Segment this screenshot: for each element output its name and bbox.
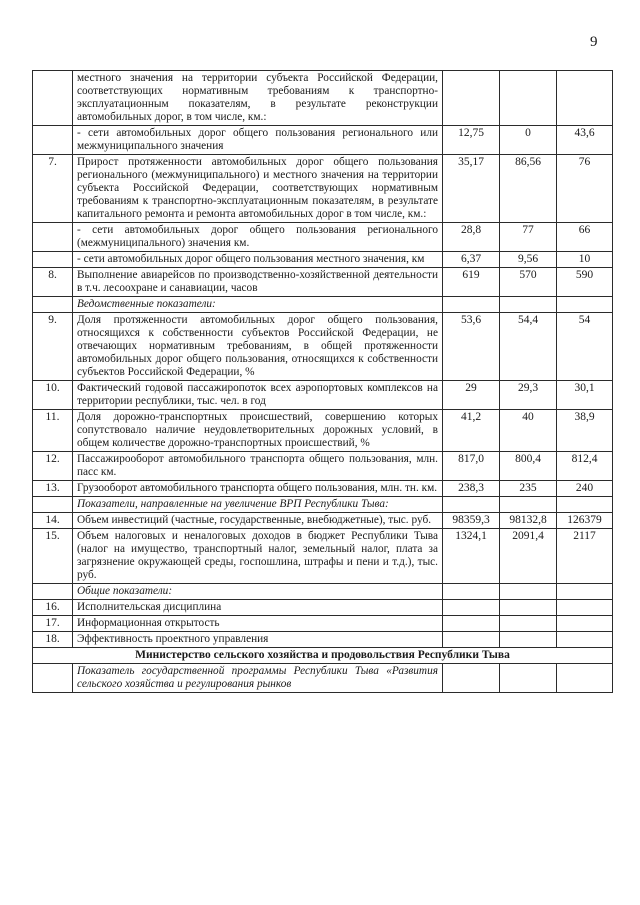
value-year-2 — [500, 616, 557, 632]
value-year-3 — [557, 600, 613, 616]
page-number: 9 — [590, 34, 598, 50]
value-year-3: 54 — [557, 313, 613, 381]
value-year-3: 240 — [557, 481, 613, 497]
table-row — [33, 632, 613, 648]
value-year-1: 41,2 — [443, 410, 500, 452]
table-row — [33, 381, 613, 410]
value-year-3: 76 — [557, 155, 613, 223]
value-year-3 — [557, 616, 613, 632]
value-year-3: 812,4 — [557, 452, 613, 481]
row-number: 7. — [33, 155, 73, 223]
table-row — [33, 297, 613, 313]
value-year-1: 619 — [443, 268, 500, 297]
table-row — [33, 126, 613, 155]
value-year-1 — [443, 616, 500, 632]
table-row — [33, 481, 613, 497]
table-row — [33, 252, 613, 268]
value-year-2: 54,4 — [500, 313, 557, 381]
value-year-1 — [443, 497, 500, 513]
value-year-3: 66 — [557, 223, 613, 252]
row-number — [33, 126, 73, 155]
value-year-2: 77 — [500, 223, 557, 252]
indicator-description: Ведомственные показатели: — [73, 297, 443, 313]
value-year-2: 2091,4 — [500, 529, 557, 584]
value-year-2: 570 — [500, 268, 557, 297]
table-row — [33, 616, 613, 632]
row-number — [33, 584, 73, 600]
indicator-description: Эффективность проектного управления — [73, 632, 443, 648]
value-year-2 — [500, 600, 557, 616]
value-year-1 — [443, 600, 500, 616]
table-row — [33, 223, 613, 252]
row-number: 12. — [33, 452, 73, 481]
indicator-description: Грузооборот автомобильного транспорта общего пользования, млн. тн. км. — [73, 481, 443, 497]
value-year-2: 29,3 — [500, 381, 557, 410]
ministry-title: Министерство сельского хозяйства и продовольствия Республики Тыва — [33, 648, 613, 664]
value-year-2: 40 — [500, 410, 557, 452]
value-year-2 — [500, 71, 557, 126]
value-year-1: 1324,1 — [443, 529, 500, 584]
value-year-1 — [443, 584, 500, 600]
value-year-2 — [500, 297, 557, 313]
indicator-description: Показатель государственной программы Республики Тыва «Развития сельского хозяйства и регулирования рынков — [73, 664, 443, 693]
indicator-description: Исполнительская дисциплина — [73, 600, 443, 616]
row-number: 13. — [33, 481, 73, 497]
value-year-3 — [557, 584, 613, 600]
value-year-3 — [557, 632, 613, 648]
value-year-3 — [557, 664, 613, 693]
value-year-3: 38,9 — [557, 410, 613, 452]
value-year-2 — [500, 632, 557, 648]
table-row — [33, 71, 613, 126]
value-year-1: 817,0 — [443, 452, 500, 481]
indicator-description: Выполнение авиарейсов по производственно-хозяйственной деятельности в т.ч. лесоохране и санавиации, часов — [73, 268, 443, 297]
value-year-3: 43,6 — [557, 126, 613, 155]
value-year-2: 800,4 — [500, 452, 557, 481]
value-year-1: 53,6 — [443, 313, 500, 381]
value-year-1: 35,17 — [443, 155, 500, 223]
value-year-2 — [500, 497, 557, 513]
table-row — [33, 497, 613, 513]
row-number: 17. — [33, 616, 73, 632]
table-row — [33, 410, 613, 452]
table-row — [33, 268, 613, 297]
value-year-1 — [443, 632, 500, 648]
row-number — [33, 71, 73, 126]
value-year-2: 98132,8 — [500, 513, 557, 529]
indicator-description: - сети автомобильных дорог общего пользования местного значения, км — [73, 252, 443, 268]
value-year-1: 98359,3 — [443, 513, 500, 529]
table-row — [33, 513, 613, 529]
value-year-1: 6,37 — [443, 252, 500, 268]
indicator-description: Информационная открытость — [73, 616, 443, 632]
row-number — [33, 497, 73, 513]
table-row — [33, 313, 613, 381]
ministry-section-row — [33, 648, 613, 664]
row-number: 8. — [33, 268, 73, 297]
indicator-description: - сети автомобильных дорог общего пользования регионального (межмуниципального) значения км. — [73, 223, 443, 252]
value-year-1 — [443, 297, 500, 313]
indicator-description: Доля дорожно-транспортных происшествий, совершению которых сопутствовало наличие неудовлетворительных дорожных условий, в общем количестве дорожно-транспортных происшествий, % — [73, 410, 443, 452]
row-number — [33, 664, 73, 693]
value-year-2: 0 — [500, 126, 557, 155]
value-year-1 — [443, 664, 500, 693]
value-year-3 — [557, 71, 613, 126]
indicator-description: Объем инвестиций (частные, государственные, внебюджетные), тыс. руб. — [73, 513, 443, 529]
indicator-description: Объем налоговых и неналоговых доходов в бюджет Республики Тыва (налог на имущество, транспортный налог, земельный налог, плата за загрязнение окружающей среды, госпошлина, штрафы и пени и т.д.), тыс. руб. — [73, 529, 443, 584]
indicator-description: Прирост протяженности автомобильных дорог общего пользования регионального (межмуниципального) и местного значения на территории субъекта Российской Федерации, соответствующих нормативным требованиям к транспортно-эксплуатационным показателям, в результате капитального ремонта и ремонта автомобильных дорог в том числе, км.: — [73, 155, 443, 223]
row-number: 11. — [33, 410, 73, 452]
value-year-2 — [500, 664, 557, 693]
indicator-description: Фактический годовой пассажиропоток всех аэропортовых комплексов на территории республики, тыс. чел. в год — [73, 381, 443, 410]
indicator-description: Показатели, направленные на увеличение ВРП Республики Тыва: — [73, 497, 443, 513]
row-number: 15. — [33, 529, 73, 584]
indicator-description: Пассажирооборот автомобильного транспорта общего пользования, млн. пасс км. — [73, 452, 443, 481]
table-row — [33, 664, 613, 693]
value-year-3: 590 — [557, 268, 613, 297]
indicator-description: Общие показатели: — [73, 584, 443, 600]
row-number — [33, 223, 73, 252]
row-number — [33, 297, 73, 313]
row-number: 16. — [33, 600, 73, 616]
value-year-2: 235 — [500, 481, 557, 497]
table-row — [33, 600, 613, 616]
value-year-3: 2117 — [557, 529, 613, 584]
value-year-2: 9,56 — [500, 252, 557, 268]
value-year-1: 28,8 — [443, 223, 500, 252]
indicator-description: - сети автомобильных дорог общего пользования регионального или межмуниципального значения — [73, 126, 443, 155]
indicator-description: Доля протяженности автомобильных дорог общего пользования, относящихся к собственности субъектов Российской Федерации, не отвечающих нормативным требованиям, в общей протяженности автомобильных дорог общего пользования, относящихся к собственности субъектов Российской Федерации, % — [73, 313, 443, 381]
value-year-3: 126379 — [557, 513, 613, 529]
row-number — [33, 252, 73, 268]
value-year-1: 12,75 — [443, 126, 500, 155]
row-number: 10. — [33, 381, 73, 410]
value-year-3 — [557, 297, 613, 313]
value-year-1 — [443, 71, 500, 126]
value-year-1: 238,3 — [443, 481, 500, 497]
value-year-1: 29 — [443, 381, 500, 410]
indicator-description: местного значения на территории субъекта Российской Федерации, соответствующих нормативным требованиям к транспортно-эксплуатационным показателям, в результате реконструкции автомобильных дорог, в том числе, км.: — [73, 71, 443, 126]
table-row — [33, 529, 613, 584]
value-year-3: 30,1 — [557, 381, 613, 410]
row-number: 18. — [33, 632, 73, 648]
value-year-2 — [500, 584, 557, 600]
table-row — [33, 584, 613, 600]
value-year-3 — [557, 497, 613, 513]
value-year-2: 86,56 — [500, 155, 557, 223]
table-row — [33, 452, 613, 481]
value-year-3: 10 — [557, 252, 613, 268]
row-number: 9. — [33, 313, 73, 381]
indicators-table — [32, 70, 613, 693]
table-row — [33, 155, 613, 223]
row-number: 14. — [33, 513, 73, 529]
